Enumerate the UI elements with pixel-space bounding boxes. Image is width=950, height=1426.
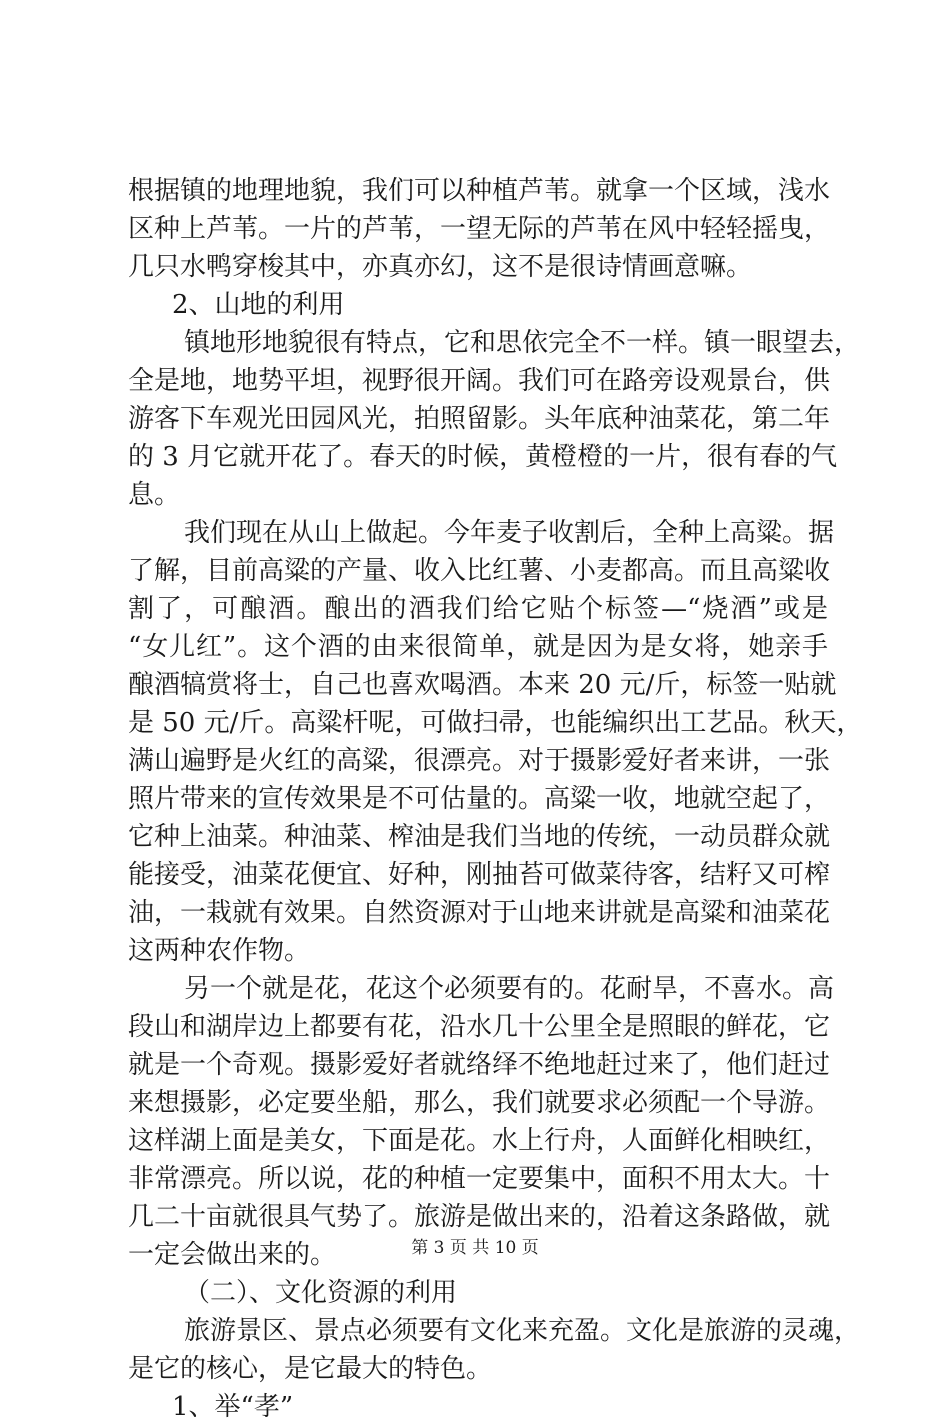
text-line: 照片带来的宣传效果是不可估量的。高粱一收，地就空起了， (128, 784, 831, 814)
text-line: 了解，目前高粱的产量、收入比红薯、小麦都高。而且高粱收 (128, 556, 831, 586)
text-line: 满山遍野是火红的高粱，很漂亮。对于摄影爱好者来讲，一张 (128, 746, 831, 776)
section-heading: （二）、文化资源的利用 (184, 1278, 458, 1308)
text-line: 油，一栽就有效果。自然资源对于山地来讲就是高粱和油菜花 (128, 898, 831, 928)
text-line: 一定会做出来的。 (128, 1240, 337, 1270)
section-heading: 2、山地的利用 (172, 290, 345, 320)
text-line: 这两种农作物。 (128, 936, 311, 966)
text-line: 能接受，油菜花便宜、好种，刚抽苔可做菜待客，结籽又可榨 (128, 860, 831, 890)
text-line: 非常漂亮。所以说，花的种植一定要集中，面积不用太大。十 (128, 1164, 831, 1194)
paragraph-first-line: 镇地形地貌很有特点，它和思依完全不一样。镇一眼望去， (184, 328, 861, 358)
section-heading: 1、举“孝” (172, 1392, 294, 1422)
text-line: 的 3 月它就开花了。春天的时候，黄橙橙的一片，很有春的气 (128, 442, 838, 472)
text-line: 游客下车观光田园风光，拍照留影。头年底种油菜花，第二年 (128, 404, 831, 434)
text-line: 根据镇的地理地貌，我们可以种植芦苇。就拿一个区域，浅水 (128, 176, 831, 206)
text-line: 全是地，地势平坦，视野很开阔。我们可在路旁设观景台，供 (128, 366, 831, 396)
paragraph-first-line: 旅游景区、景点必须要有文化来充盈。文化是旅游的灵魂， (184, 1316, 861, 1346)
text-line: 这样湖上面是美女，下面是花。水上行舟，人面鲜化相映红， (128, 1126, 831, 1156)
page-number-footer: 第 3 页 共 10 页 (411, 1238, 539, 1258)
text-line: 是它的核心，是它最大的特色。 (128, 1354, 493, 1384)
text-line: “女儿红”。这个酒的由来很简单，就是因为是女将，她亲手 (128, 632, 828, 662)
text-line: 是 50 元/斤。高粱杆呢，可做扫帚，也能编织出工艺品。秋天， (128, 708, 863, 738)
text-line: 息。 (128, 480, 181, 510)
text-line: 就是一个奇观。摄影爱好者就络绎不绝地赶过来了，他们赶过 (128, 1050, 831, 1080)
text-line: 割了，可酿酒。酿出的酒我们给它贴个标签—“烧酒”或是 (128, 594, 828, 624)
paragraph-first-line: 我们现在从山上做起。今年麦子收割后，全种上高粱。据 (184, 518, 835, 548)
text-line: 它种上油菜。种油菜、榨油是我们当地的传统，一动员群众就 (128, 822, 831, 852)
text-line: 几二十亩就很具气势了。旅游是做出来的，沿着这条路做，就 (128, 1202, 831, 1232)
text-line: 区种上芦苇。一片的芦苇，一望无际的芦苇在风中轻轻摇曳， (128, 214, 831, 244)
text-line: 几只水鸭穿梭其中，亦真亦幻，这不是很诗情画意嘛。 (128, 252, 753, 282)
text-line: 来想摄影，必定要坐船，那么，我们就要求必须配一个导游。 (128, 1088, 831, 1118)
paragraph-first-line: 另一个就是花，花这个必须要有的。花耐旱，不喜水。高 (184, 974, 835, 1004)
text-line: 酿酒犒赏将士，自己也喜欢喝酒。本来 20 元/斤，标签一贴就 (128, 670, 837, 700)
text-line: 段山和湖岸边上都要有花，沿水几十公里全是照眼的鲜花，它 (128, 1012, 831, 1042)
